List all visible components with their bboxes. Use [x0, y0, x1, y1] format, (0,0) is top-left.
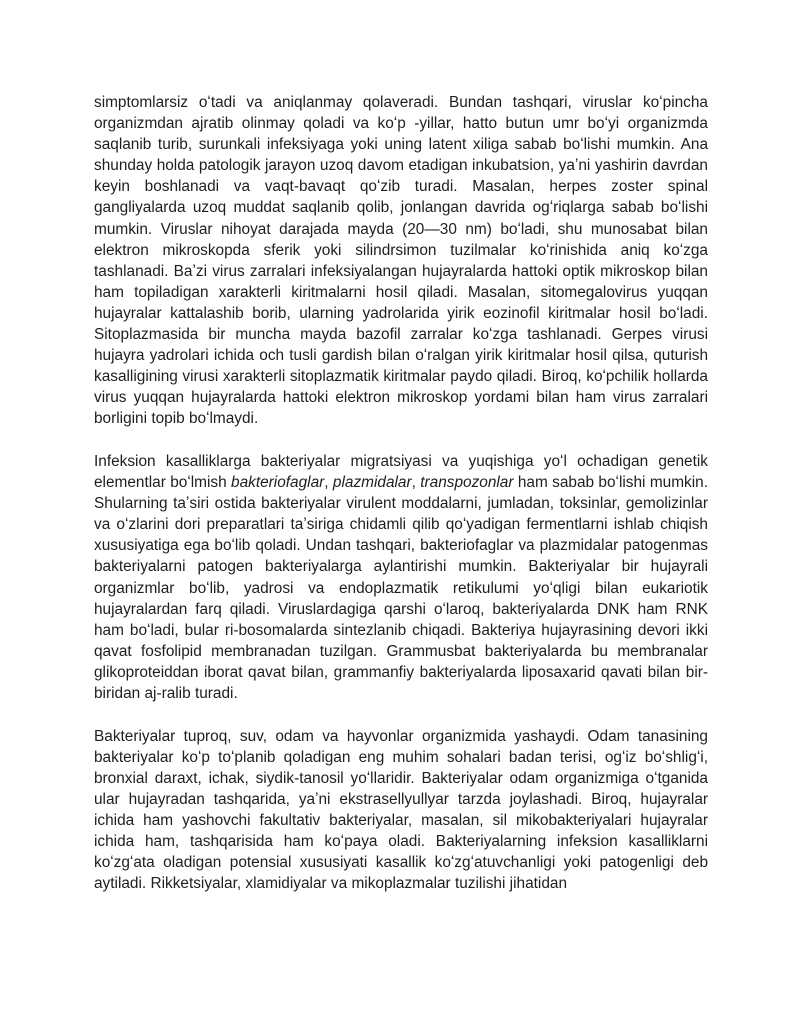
paragraph-text: Bakteriyalar tuproq, suv, odam va hayvonlar organizmida yashaydi. Odam tanasining bakteriyalar koʻp toʻplanib qoladigan eng muhim sohalari badan terisi, ogʻiz boʻshligʻi, bronxial daraxt, ichak, siydik-tanosil yoʻllaridir. Bakteriyalar odam organizmiga oʻtganida ular hujayradan tashqarida, yaʼni ekstrasellyullyar tarzda joylashadi. Biroq, hujayralar ichida ham yashovchi fakultativ bakteriyalar, masalan, sil mikobakteriyalari hujayralar ichida ham, tashqarisida ham koʻpaya oladi. Bakteriyalarning infeksion kasalliklarni koʻzgʻata oladigan potensial xususiyati kasallik koʻzgʻatuvchanligi yoki patogenligi deb aytiladi. Rikketsiyalar, xlamidiyalar va mikoplazmalar tuzilishi jihatidan — [94, 727, 708, 893]
paragraph-bacteria-habitat — [94, 726, 708, 895]
term-transpozonlar: transpozonlar — [420, 474, 514, 492]
paragraph-text: simptomlarsiz oʻtadi va aniqlanmay qolaveradi. Bundan tashqari, viruslar koʻpincha organizmdan ajratib olinmay qoladi va koʻp -yillar, hatto butun umr boʻyi organizmda saqlanib turib, surunkali infeksiyaga yoki uning latent xiliga sabab boʻlishi mumkin. Ana shunday holda patologik jarayon uzoq davom etadigan inkubatsion, yaʼni yashirin davrdan keyin boshlanadi va vaqt-bavaqt qoʻzib turadi. Masalan, herpes zoster spinal gangliyalarda uzoq muddat saqlanib qolib, jonlangan davrida ogʻriqlarga sabab boʻlishi mumkin. Viruslar nihoyat darajada mayda (20—30 nm) boʻladi, shu munosabat bilan elektron mikroskopda sferik yoki silindrsimon tuzilmalar koʻrinishida aniq koʻzga tashlanadi. Baʼzi virus zarralari infeksiyalangan hujayralarda hattoki optik mikroskop bilan ham topiladigan xarakterli kiritmalarni hosil qiladi. Masalan, sitomegalovirus yuqqan hujayralar kattalashib borib, ularning yadrolarida yirik eozinofil kiritmalar hosil boʻladi. Sitoplazmasida bir muncha mayda bazofil zarralar koʻzga tashlanadi. Gerpes virusi hujayra yadrolari ichida och tusli gardish bilan oʻralgan yirik kiritmalar hosil qilsa, quturish kasalligining virusi xarakterli sitoplazmatik kiritmalar paydo qiladi. Biroq, koʻpchilik hollarda virus yuqqan hujayralarda hattoki elektron mikroskop yordami bilan ham virus zarralari borligini topib boʻlmaydi. — [94, 94, 708, 428]
term-bakteriofaglar: bakteriofaglar — [231, 474, 325, 492]
document-page — [94, 92, 708, 894]
term-plazmidalar: plazmidalar — [332, 474, 412, 492]
punctuation: , — [324, 474, 333, 492]
paragraph-text: Infeksion kasalliklarga bakteriyalar migratsiyasi va yuqishiga yoʻl ochadigan genetik elementlar boʻlmish — [94, 453, 708, 492]
paragraph-bacteria-genetics — [94, 451, 708, 704]
paragraph-viruses — [94, 92, 708, 430]
paragraph-text: ham sabab boʻlishi mumkin. Shularning taʼsiri ostida bakteriyalar virulent moddalarni, jumladan, toksinlar, gemolizinlar va oʻzlarini dori preparatlari taʼsiriga chidamli qilib qoʻyadigan fermentlarni ishlab chiqish xususiyatiga ega boʻlib qoladi. Undan tashqari, bakteriofaglar va plazmidalar patogenmas bakteriyalarni patogen bakteriyalarga aylantirishi mumkin. Bakteriyalar bir hujayrali organizmlar boʻlib, yadrosi va endoplazmatik retikulumi yoʻqligi bilan eukariotik hujayralardan farq qiladi. Viruslardagiga qarshi oʻlaroq, bakteriyalarda DNK ham RNK ham boʻladi, bular ri-bosomalarda sintezlanib chiqadi. Bakteriya hujayrasining devori ikki qavat fosfolipid membranadan tuzilgan. Grammusbat bakteriyalarda bu membranalar glikoproteiddan iborat qavat bilan, grammanfiy bakteriyalarda liposaxarid qavati bilan bir-biridan aj-ralib turadi. — [94, 474, 708, 703]
punctuation: , — [411, 474, 421, 492]
